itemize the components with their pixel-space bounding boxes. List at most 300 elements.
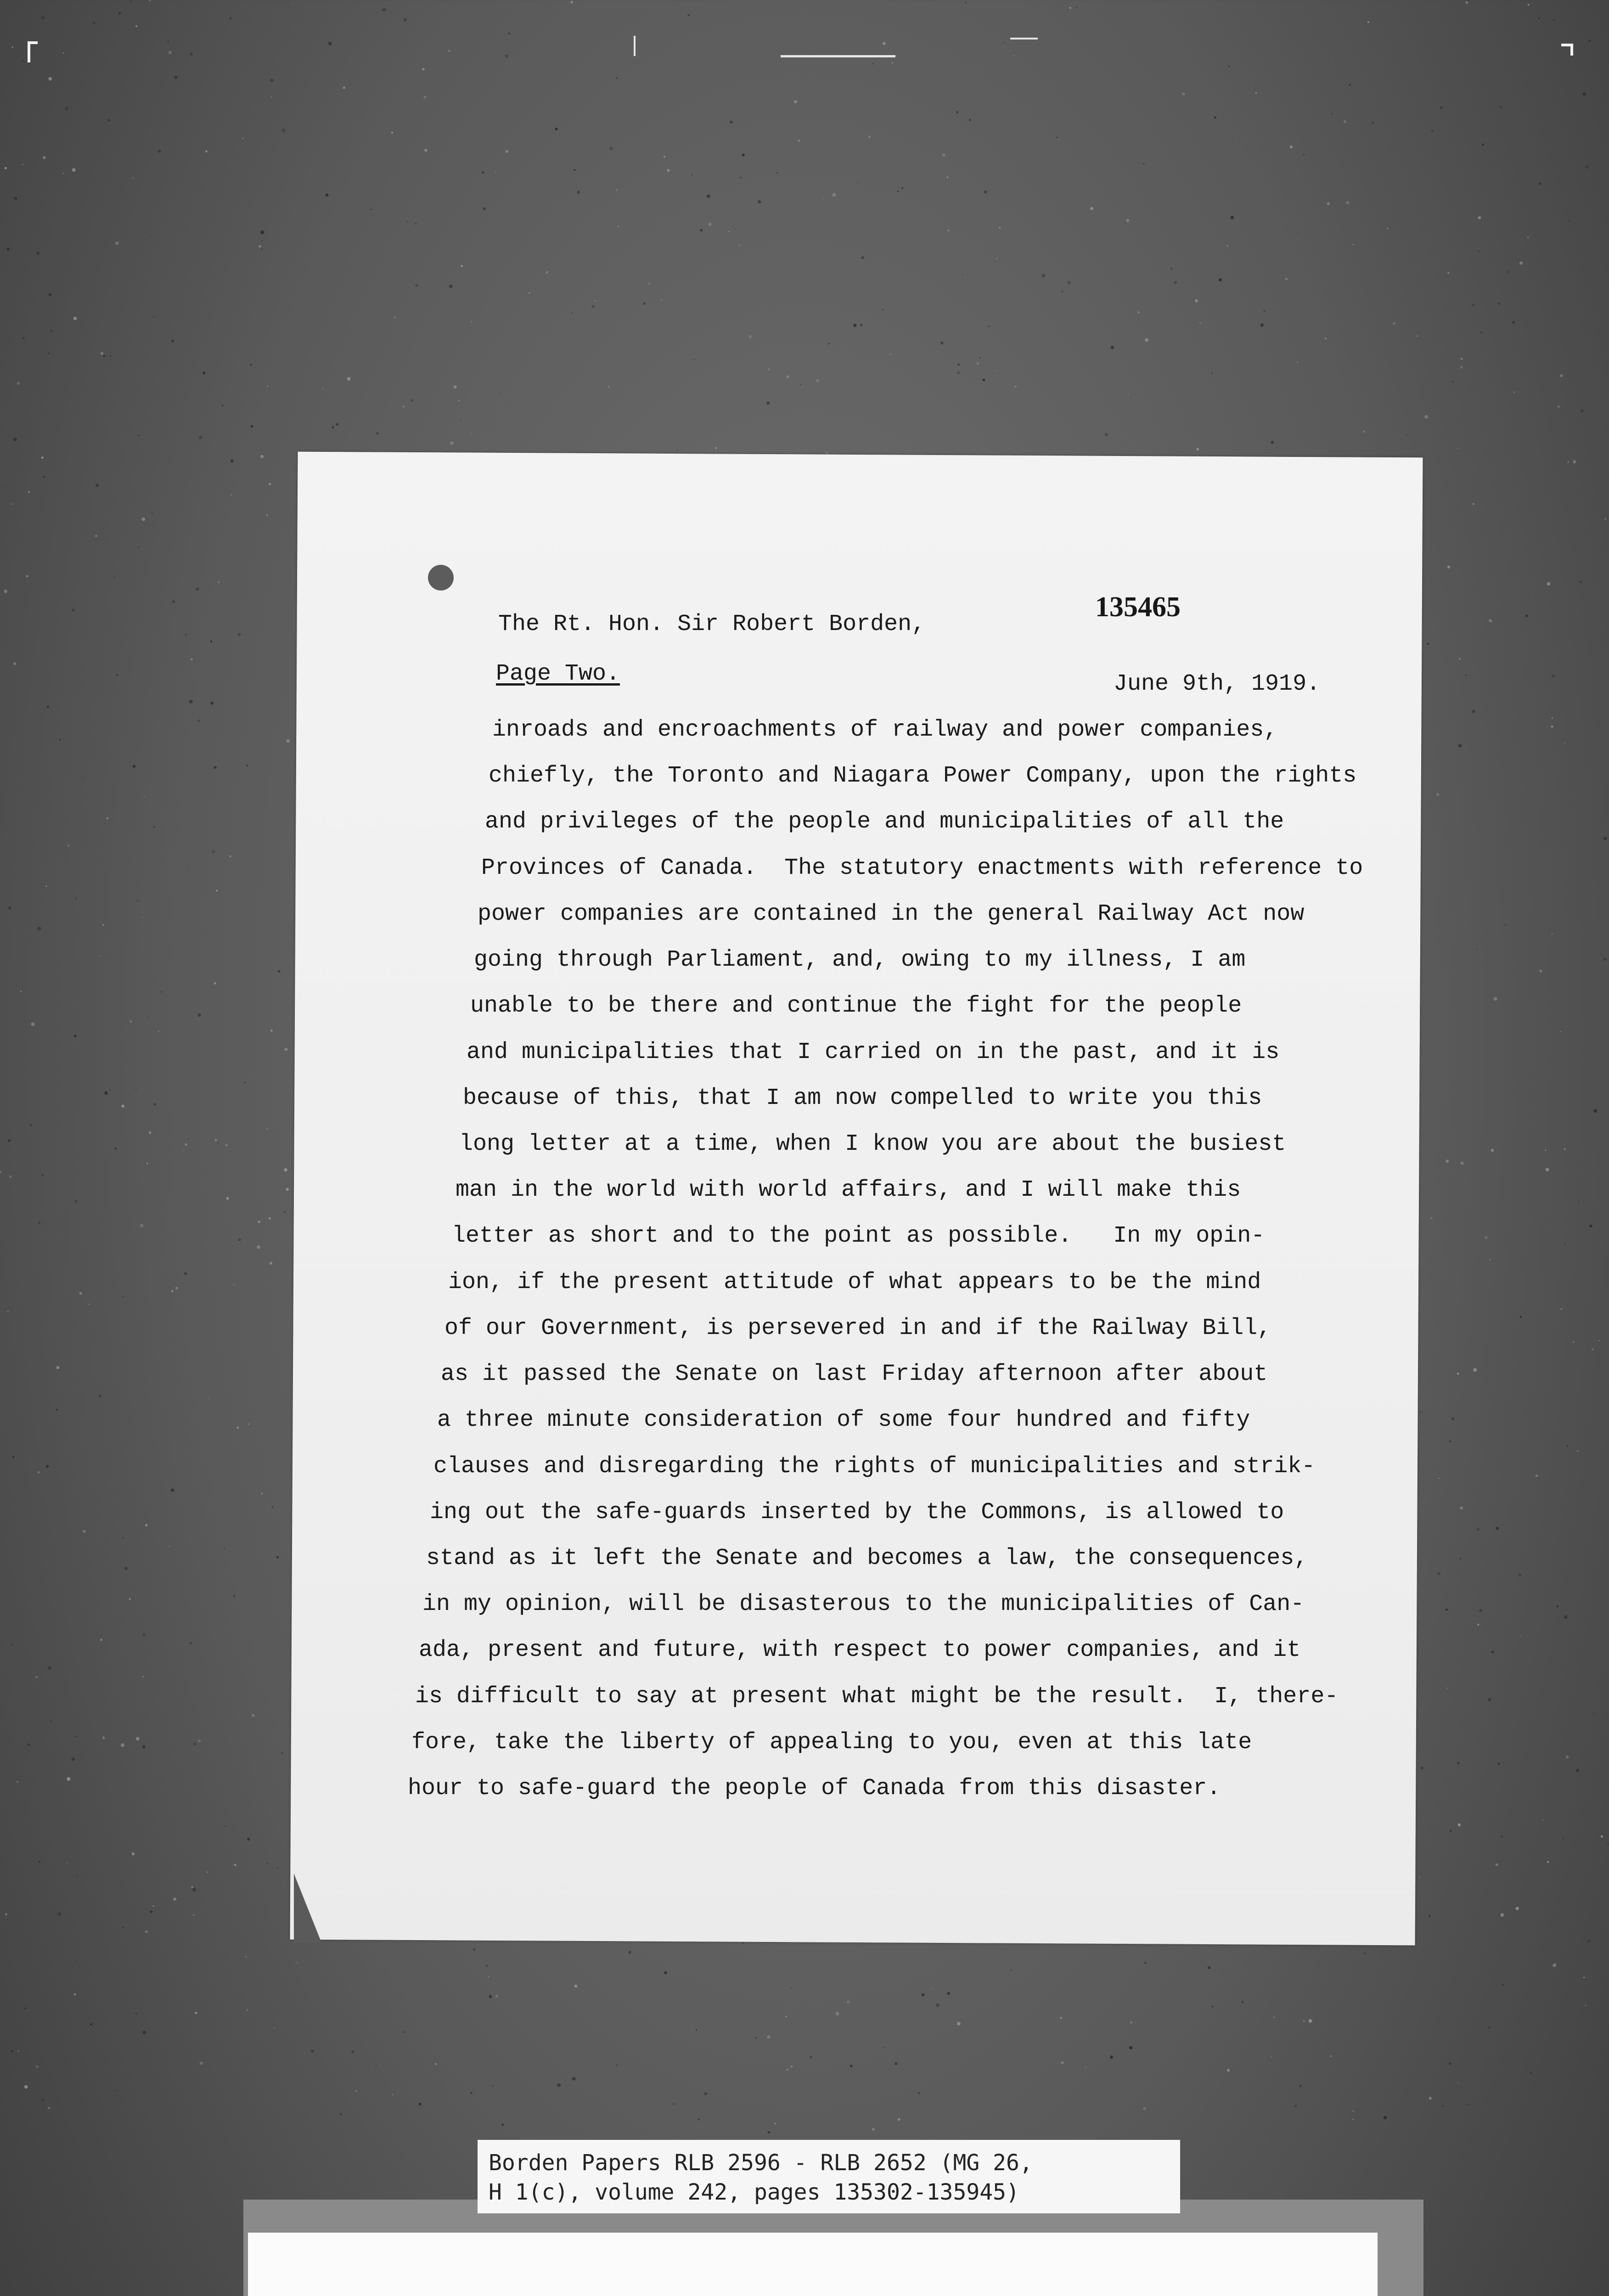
grain-speck <box>238 1238 241 1241</box>
grain-speck <box>105 1956 106 1957</box>
grain-speck <box>274 2028 275 2029</box>
grain-speck <box>1546 1168 1549 1171</box>
grain-speck <box>696 2029 697 2031</box>
grain-speck <box>957 2022 961 2026</box>
grain-speck <box>271 97 272 98</box>
grain-speck <box>1067 281 1071 285</box>
grain-speck <box>172 600 175 603</box>
grain-speck <box>1255 92 1257 94</box>
grain-speck <box>661 299 662 300</box>
grain-speck <box>1211 372 1213 373</box>
grain-speck <box>1520 1636 1521 1637</box>
grain-speck <box>1085 2066 1086 2067</box>
grain-speck <box>687 14 690 17</box>
grain-speck <box>135 25 137 27</box>
grain-speck <box>1042 274 1046 277</box>
grain-speck <box>501 2124 504 2126</box>
grain-speck <box>418 2103 421 2105</box>
grain-speck <box>1145 338 1148 342</box>
grain-speck <box>454 385 457 388</box>
grain-speck <box>739 244 740 246</box>
grain-speck <box>664 1971 667 1975</box>
grain-speck <box>1440 107 1442 109</box>
grain-speck <box>424 96 426 98</box>
grain-speck <box>1547 582 1551 585</box>
grain-speck <box>210 641 213 643</box>
grain-speck <box>794 100 797 103</box>
grain-speck <box>63 52 64 53</box>
grain-speck <box>37 252 40 255</box>
grain-speck <box>1579 581 1582 584</box>
grain-speck <box>698 2118 700 2120</box>
grain-speck <box>861 256 864 259</box>
grain-speck <box>236 1427 239 1429</box>
grain-speck <box>247 1838 250 1840</box>
grain-speck <box>1460 1507 1463 1510</box>
grain-speck <box>371 209 372 210</box>
grain-speck <box>14 197 17 200</box>
grain-speck <box>168 41 169 42</box>
grain-speck <box>704 2092 707 2095</box>
grain-speck <box>1367 21 1369 23</box>
grain-speck <box>1069 7 1071 9</box>
grain-speck <box>850 2065 853 2067</box>
grain-speck <box>198 1739 201 1742</box>
grain-speck <box>1227 2069 1230 2071</box>
grain-speck <box>1564 1148 1566 1150</box>
grain-speck <box>1560 1031 1561 1032</box>
grain-speck <box>1309 2019 1312 2023</box>
grain-speck <box>488 1976 489 1977</box>
grain-speck <box>790 2065 793 2068</box>
grain-speck <box>137 900 138 901</box>
grain-speck <box>142 1676 144 1677</box>
grain-speck <box>1502 1984 1504 1986</box>
grain-speck <box>72 1757 75 1761</box>
grain-speck <box>108 119 110 121</box>
grain-speck <box>140 1224 144 1227</box>
grain-speck <box>123 1296 124 1297</box>
grain-speck <box>67 1777 70 1781</box>
grain-speck <box>999 227 1001 229</box>
grain-speck <box>1553 1964 1556 1967</box>
grain-speck <box>786 2069 788 2071</box>
grain-speck <box>7 1311 9 1312</box>
grain-speck <box>198 720 200 722</box>
corner-crop-mark-top-right <box>1561 44 1573 56</box>
grain-speck <box>1473 503 1474 505</box>
grain-speck <box>407 221 408 222</box>
grain-speck <box>1489 619 1492 622</box>
grain-speck <box>100 956 101 957</box>
grain-speck <box>1182 93 1185 96</box>
grain-speck <box>118 12 121 14</box>
grain-speck <box>38 1471 40 1474</box>
grain-speck <box>11 1644 12 1645</box>
grain-speck <box>282 371 283 372</box>
grain-speck <box>12 46 13 48</box>
grain-speck <box>506 150 508 153</box>
grain-speck <box>332 426 334 428</box>
grain-speck <box>270 1030 273 1032</box>
grain-speck <box>234 1864 236 1866</box>
grain-speck <box>942 153 945 157</box>
grain-speck <box>261 248 263 250</box>
grain-speck <box>214 982 216 985</box>
page-label: Page Two. <box>496 661 620 687</box>
grain-speck <box>1519 1573 1521 1576</box>
grain-speck <box>185 1143 187 1146</box>
grain-speck <box>103 355 106 357</box>
grain-speck <box>1488 1698 1491 1701</box>
grain-speck <box>1477 1624 1479 1626</box>
grain-speck <box>1566 1445 1568 1447</box>
grain-speck <box>270 1262 272 1265</box>
body-line: man in the world with world affairs, and I will make this <box>456 1177 1241 1204</box>
grain-speck <box>62 173 64 174</box>
grain-speck <box>1593 1713 1594 1714</box>
grain-speck <box>1170 267 1173 270</box>
grain-speck <box>1573 1341 1575 1343</box>
punch-hole <box>428 565 454 591</box>
body-line: and municipalities that I carried on in the past, and it is <box>467 1039 1280 1065</box>
grain-speck <box>1576 1769 1579 1772</box>
grain-speck <box>700 229 703 232</box>
grain-speck <box>222 405 224 406</box>
grain-speck <box>740 177 742 179</box>
grain-speck <box>151 235 152 236</box>
grain-speck <box>1003 42 1004 43</box>
grain-speck <box>143 2031 146 2035</box>
grain-speck <box>251 425 253 428</box>
grain-speck <box>260 455 264 458</box>
grain-speck <box>1545 1149 1546 1151</box>
grain-speck <box>895 2062 897 2065</box>
grain-speck <box>391 132 393 134</box>
grain-speck <box>102 1736 105 1739</box>
grain-speck <box>1437 1572 1440 1576</box>
grain-speck <box>1199 322 1201 324</box>
grain-speck <box>1446 1609 1448 1611</box>
grain-speck <box>1501 1913 1504 1917</box>
reference-card <box>478 2140 1180 2213</box>
grain-speck <box>610 147 613 150</box>
grain-speck <box>1558 405 1560 408</box>
grain-speck <box>375 2064 377 2065</box>
grain-speck <box>74 1993 76 1996</box>
grain-speck <box>1512 321 1515 324</box>
grain-speck <box>1580 409 1584 413</box>
grain-speck <box>234 1284 235 1285</box>
grain-speck <box>595 300 596 302</box>
grain-speck <box>1332 113 1333 114</box>
grain-speck <box>207 1872 208 1873</box>
grain-speck <box>65 107 68 110</box>
grain-speck <box>499 392 500 393</box>
grain-speck <box>450 441 454 445</box>
grain-speck <box>1525 614 1528 617</box>
grain-speck <box>23 337 24 339</box>
grain-speck <box>628 1951 631 1954</box>
grain-speck <box>1421 1767 1423 1769</box>
grain-speck <box>269 1217 271 1220</box>
grain-speck <box>284 1168 287 1171</box>
grain-speck <box>233 1595 236 1597</box>
body-line: a three minute consideration of some four hundred and fifty <box>437 1407 1250 1434</box>
grain-speck <box>1143 163 1145 164</box>
grain-speck <box>424 149 428 152</box>
grain-speck <box>284 1048 287 1051</box>
grain-speck <box>138 435 140 436</box>
grain-speck <box>214 766 216 769</box>
grain-speck <box>258 1221 260 1223</box>
grain-speck <box>217 1142 219 1143</box>
grain-speck <box>1105 433 1108 436</box>
grain-speck <box>667 169 670 172</box>
grain-speck <box>1553 19 1555 22</box>
grain-speck <box>471 321 472 322</box>
grain-speck <box>1060 2017 1062 2019</box>
grain-speck <box>8 1139 11 1142</box>
grain-speck <box>1327 202 1330 205</box>
grain-speck <box>1303 2020 1305 2022</box>
grain-speck <box>1297 362 1298 363</box>
grain-speck <box>188 1138 189 1139</box>
grain-speck <box>261 240 263 242</box>
grain-speck <box>1458 744 1462 747</box>
grain-speck <box>28 1744 30 1746</box>
grain-speck <box>449 285 453 288</box>
grain-speck <box>42 1174 44 1176</box>
grain-speck <box>246 2009 248 2011</box>
grain-speck <box>708 223 711 226</box>
grain-speck <box>1536 1474 1538 1477</box>
grain-speck <box>776 172 778 174</box>
grain-speck <box>133 765 136 768</box>
grain-speck <box>1557 1605 1559 1608</box>
grain-speck <box>43 156 45 159</box>
grain-speck <box>495 1995 498 1998</box>
grain-speck <box>56 1409 58 1411</box>
grain-speck <box>190 53 193 56</box>
grain-speck <box>857 182 859 183</box>
grain-speck <box>1564 742 1565 743</box>
grain-speck <box>297 1962 298 1963</box>
grain-speck <box>1294 2105 1297 2107</box>
grain-speck <box>1242 2001 1243 2003</box>
grain-speck <box>246 1956 247 1958</box>
grain-speck <box>95 535 97 537</box>
page-number-stamp: 135465 <box>1095 591 1181 623</box>
grain-speck <box>17 1781 18 1783</box>
grain-speck <box>1219 278 1222 281</box>
grain-speck <box>1468 2104 1469 2105</box>
grain-speck <box>694 359 695 360</box>
grain-speck <box>1364 1952 1366 1954</box>
top-film-tick <box>634 36 636 56</box>
grain-speck <box>35 1676 38 1678</box>
grain-speck <box>90 2023 92 2026</box>
grain-speck <box>191 658 193 661</box>
grain-speck <box>107 817 109 820</box>
grain-speck <box>92 22 96 25</box>
grain-speck <box>1174 281 1177 284</box>
grain-speck <box>252 1714 255 1717</box>
grain-speck <box>947 176 949 178</box>
grain-speck <box>199 436 203 439</box>
grain-speck <box>648 282 650 285</box>
grain-speck <box>1446 1688 1448 1689</box>
grain-speck <box>171 1290 174 1292</box>
grain-speck <box>50 1721 51 1722</box>
grain-speck <box>1447 566 1450 568</box>
grain-speck <box>149 1131 151 1134</box>
grain-speck <box>1300 2085 1302 2087</box>
grain-speck <box>392 2094 393 2095</box>
grain-speck <box>1599 1340 1600 1341</box>
grain-speck <box>1551 726 1553 728</box>
grain-speck <box>810 2056 812 2059</box>
grain-speck <box>1384 2116 1387 2119</box>
archive-label-card <box>248 2233 1378 2296</box>
grain-speck <box>768 2131 770 2133</box>
grain-speck <box>4 590 7 593</box>
grain-speck <box>270 79 273 82</box>
grain-speck <box>749 335 752 338</box>
grain-speck <box>1569 221 1570 222</box>
grain-speck <box>259 245 261 248</box>
grain-speck <box>435 2063 437 2065</box>
grain-speck <box>1552 934 1553 935</box>
grain-speck <box>89 1304 90 1305</box>
grain-speck <box>153 1905 154 1907</box>
grain-speck <box>171 1488 174 1492</box>
grain-speck <box>158 1031 159 1032</box>
grain-speck <box>983 378 985 381</box>
grain-speck <box>148 1017 149 1018</box>
grain-speck <box>1561 1308 1563 1310</box>
grain-speck <box>193 1914 194 1916</box>
grain-speck <box>957 371 960 374</box>
grain-speck <box>1271 441 1274 444</box>
grain-speck <box>56 1366 60 1369</box>
grain-speck <box>77 1876 78 1877</box>
grain-speck <box>411 400 413 402</box>
grain-speck <box>1406 434 1407 435</box>
grain-speck <box>136 1737 140 1741</box>
grain-speck <box>229 17 232 20</box>
body-line: unable to be there and continue the fight for the people <box>470 993 1242 1019</box>
reference-line-2: H 1(c), volume 242, pages 135302-135945) <box>489 2179 1019 2205</box>
grain-speck <box>271 1506 273 1508</box>
grain-speck <box>1062 291 1063 293</box>
grain-speck <box>758 200 761 203</box>
grain-speck <box>996 258 998 259</box>
grain-speck <box>664 156 665 158</box>
grain-speck <box>75 897 77 900</box>
grain-speck <box>1605 518 1606 520</box>
grain-speck <box>28 491 30 493</box>
grain-speck <box>403 406 405 408</box>
grain-speck <box>39 1222 40 1224</box>
grain-speck <box>1431 129 1433 132</box>
grain-speck <box>282 129 286 132</box>
grain-speck <box>169 1546 170 1547</box>
grain-speck <box>643 302 646 304</box>
grain-speck <box>189 700 193 703</box>
grain-speck <box>187 869 188 870</box>
grain-speck <box>847 2000 850 2003</box>
grain-speck <box>1482 144 1484 146</box>
grain-speck <box>872 63 874 64</box>
grain-speck <box>742 154 745 157</box>
grain-speck <box>212 850 214 853</box>
grain-speck <box>947 230 950 232</box>
grain-speck <box>897 191 899 192</box>
grain-speck <box>1478 216 1481 219</box>
grain-speck <box>1593 1109 1597 1113</box>
grain-speck <box>755 2037 757 2038</box>
grain-speck <box>1496 1527 1499 1530</box>
grain-speck <box>1504 924 1506 926</box>
grain-speck <box>24 2085 28 2089</box>
grain-speck <box>48 353 50 355</box>
grain-speck <box>1500 106 1502 109</box>
grain-speck <box>1547 1861 1549 1863</box>
grain-speck <box>260 231 264 234</box>
grain-speck <box>355 2090 357 2092</box>
grain-speck <box>616 190 618 191</box>
body-line: power companies are contained in the general Railway Act now <box>478 900 1305 927</box>
grain-speck <box>237 633 241 636</box>
grain-speck <box>787 376 789 378</box>
grain-speck <box>1585 2005 1586 2006</box>
grain-speck <box>267 386 268 387</box>
grain-speck <box>940 342 943 344</box>
grain-speck <box>458 400 460 401</box>
grain-speck <box>116 674 118 676</box>
grain-speck <box>1449 1440 1451 1442</box>
grain-speck <box>184 1272 187 1275</box>
grain-speck <box>1015 386 1017 388</box>
grain-speck <box>250 364 252 366</box>
grain-speck <box>730 120 733 124</box>
grain-speck <box>707 194 710 198</box>
grain-speck <box>947 1992 950 1995</box>
grain-speck <box>557 2083 561 2087</box>
grain-speck <box>1110 2055 1113 2059</box>
grain-speck <box>1417 336 1418 337</box>
grain-speck <box>1473 1368 1477 1372</box>
grain-speck <box>133 177 134 179</box>
grain-speck <box>1290 146 1293 148</box>
grain-speck <box>242 138 244 139</box>
grain-speck <box>115 242 119 245</box>
grain-speck <box>836 2012 839 2015</box>
grain-speck <box>1010 1970 1012 1971</box>
grain-speck <box>574 169 575 171</box>
grain-speck <box>105 824 106 825</box>
grain-speck <box>1491 1149 1494 1152</box>
body-line: going through Parliament, and, owing to my illness, I am <box>474 947 1246 974</box>
grain-speck <box>194 1743 196 1745</box>
grain-speck <box>9 1176 12 1178</box>
grain-speck <box>8 906 11 909</box>
grain-speck <box>1076 7 1077 8</box>
grain-speck <box>1438 1478 1440 1479</box>
grain-speck <box>286 739 290 743</box>
grain-speck <box>43 476 45 478</box>
